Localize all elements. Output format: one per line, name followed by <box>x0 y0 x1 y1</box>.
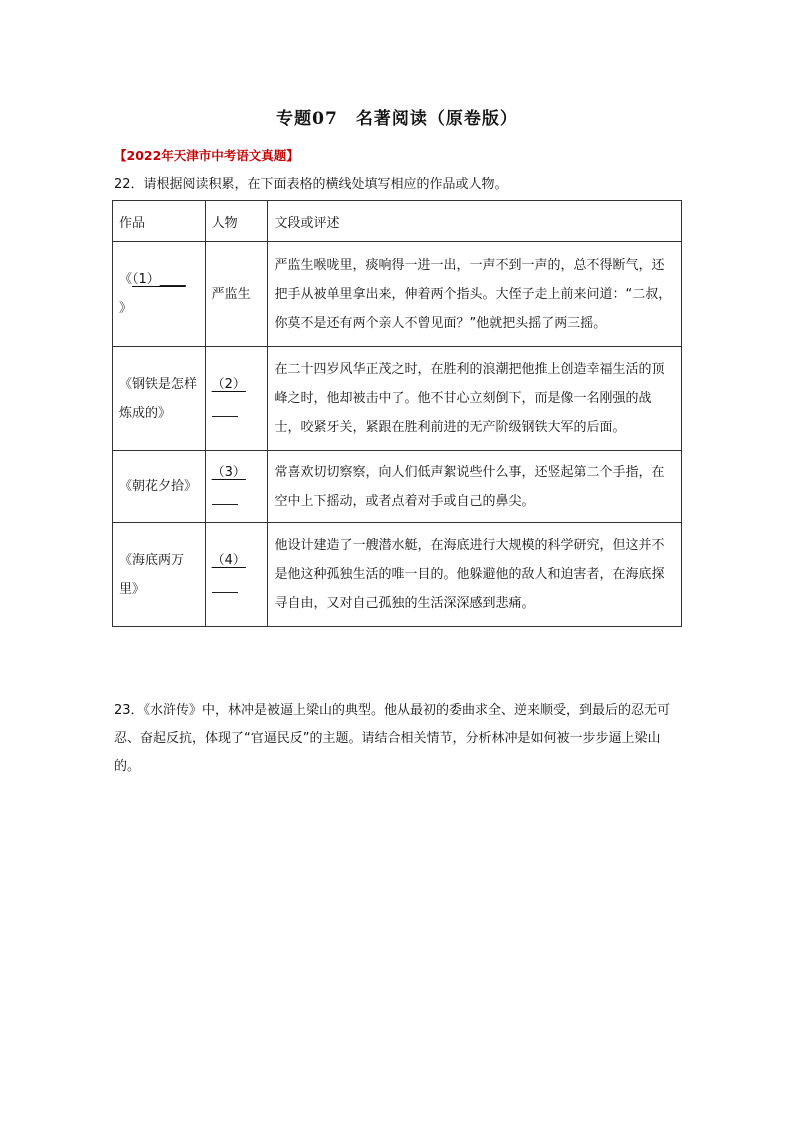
person-cell-4 <box>205 523 268 627</box>
answer-line-2[interactable] <box>212 402 238 417</box>
answer-blank-4[interactable]: （4） <box>211 552 246 568</box>
table-row <box>113 523 682 627</box>
answer-line-4[interactable] <box>212 578 238 593</box>
work-cell-1 <box>113 242 206 347</box>
works-table <box>112 200 682 627</box>
work-cell-3: 《朝花夕拾》 <box>113 451 206 523</box>
person-cell-2 <box>205 347 268 451</box>
question-22-prompt: 22．请根据阅读积累，在下面表格的横线处填写相应的作品或人物。 <box>114 177 508 192</box>
answer-blank-2[interactable]: （2） <box>211 376 246 392</box>
person-cell-3 <box>205 451 268 523</box>
table-row <box>113 242 682 347</box>
passage-cell-1: 严监生喉咙里，痰响得一进一出，一声不到一声的，总不得断气，还把手从被单里拿出来，伸着两个指头。大侄子走上前来问道：“二叔，你莫不是还有两个亲人不曾见面？”他就把头摇了两三摇。 <box>268 242 682 347</box>
book-close-mark: 》 <box>119 301 133 316</box>
answer-line-3[interactable] <box>212 490 238 505</box>
passage-cell-2: 在二十四岁风华正茂之时，在胜利的浪潮把他推上创造幸福生活的顶峰之时，他却被击中了。他不甘心立刻倒下，而是像一名刚强的战士，咬紧牙关，紧跟在胜利前进的无产阶级钢铁大军的后面。 <box>268 347 682 451</box>
answer-blank-1[interactable]: （1）____ <box>132 272 186 287</box>
work-cell-2: 《钢铁是怎样炼成的》 <box>113 347 206 451</box>
header-text: 文段或评述 <box>268 201 682 242</box>
header-person: 人物 <box>205 201 268 242</box>
table-row <box>113 347 682 451</box>
book-open-mark: 《 <box>119 272 133 287</box>
exam-source-tag: 【2022年天津市中考语文真题】 <box>114 148 299 163</box>
person-cell-1: 严监生 <box>205 242 268 347</box>
passage-cell-4: 他设计建造了一艘潜水艇，在海底进行大规模的科学研究，但这并不是他这种孤独生活的唯一目的。他躲避他的敌人和迫害者，在海底探寻自由，又对自己孤独的生活深深感到悲痛。 <box>268 523 682 627</box>
table-header-row <box>113 201 682 242</box>
table-row <box>113 451 682 523</box>
answer-blank-3[interactable]: （3） <box>211 464 246 480</box>
passage-cell-3: 常喜欢切切察察，向人们低声絮说些什么事，还竖起第二个手指，在空中上下摇动，或者点着对手或自己的鼻尖。 <box>268 451 682 523</box>
question-23-prompt: 23．《水浒传》中，林冲是被逼上梁山的典型。他从最初的委曲求全、逆来顺受，到最后的忍无可忍、奋起反抗，体现了“官逼民反”的主题。请结合相关情节，分析林冲是如何被一步步逼上梁山的。 <box>114 703 671 774</box>
work-cell-4: 《海底两万里》 <box>113 523 206 627</box>
page-title: 专题07 名著阅读（原卷版） <box>276 109 518 129</box>
header-work: 作品 <box>113 201 206 242</box>
